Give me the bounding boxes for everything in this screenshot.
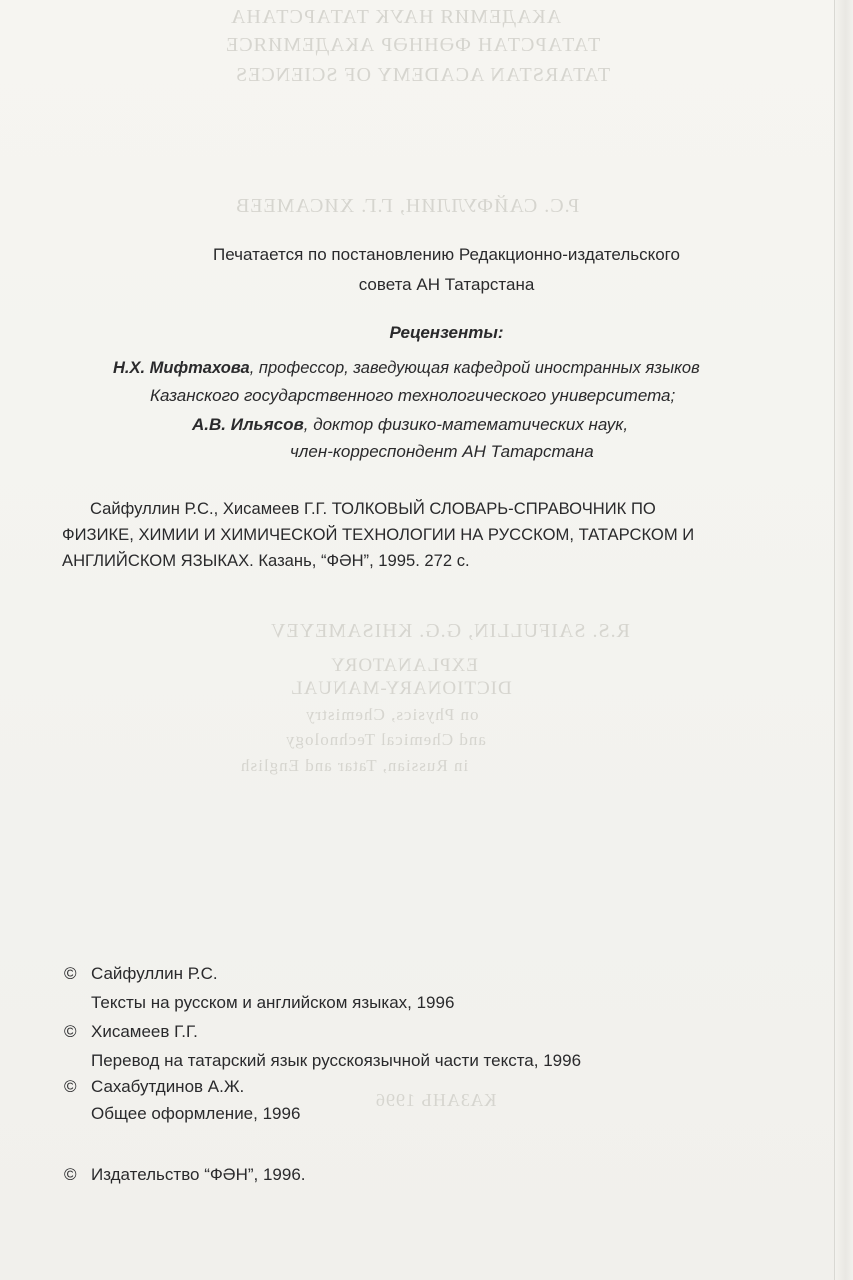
show-through-text: in Russian, Tatar and English <box>240 756 469 775</box>
citation-line-2: ФИЗИКЕ, ХИМИИ И ХИМИЧЕСКОЙ ТЕХНОЛОГИИ НА РУССКОМ, ТАТАРСКОМ И <box>62 525 695 544</box>
page-edge <box>835 0 853 1280</box>
reviewer-2-title: , доктор физико-математических наук, <box>303 415 629 434</box>
copyright-holder: Хисамеев Г.Г. <box>91 1022 198 1041</box>
copyright-detail: Перевод на татарский язык русскоязычной части текста, 1996 <box>91 1051 582 1070</box>
imprint-line-1: Печатается по постановлению Редакционно-издательского <box>213 245 680 264</box>
show-through-text: КАЗАНЬ 1996 <box>375 1090 497 1110</box>
show-through-text: EXPLANATORY <box>330 655 478 676</box>
copyright-holder: Сахабутдинов А.Ж. <box>91 1077 245 1096</box>
citation-line-3: АНГЛИЙСКОМ ЯЗЫКАХ. Казань, “ФӘН”, 1995. 272 с. <box>62 551 470 570</box>
reviewers-heading-text: Рецензенты: <box>389 323 504 342</box>
show-through-text: TATARSTAN ACADEMY OF SCIENCES <box>235 64 611 86</box>
copyright-symbol: © <box>64 1077 77 1096</box>
publisher-copyright: Издательство “ФӘН”, 1996. <box>91 1165 306 1184</box>
reviewer-2-name: А.В. Ильясов <box>192 415 304 434</box>
copyright-symbol: © <box>64 964 77 983</box>
publisher-copyright-symbol: © <box>64 1165 77 1184</box>
show-through-text: ТАТАРСТАН ФӘННӘР АКАДЕМИЯСЕ <box>225 34 601 56</box>
show-through-text: on Physics, Chemistry <box>305 705 479 724</box>
show-through-text: DICTIONARY-MANUAL <box>290 678 512 699</box>
copyright-symbol: © <box>64 1022 77 1041</box>
show-through-text: and Chemical Technology <box>285 730 486 749</box>
reviewer-1-affiliation: Казанского государственного технологического университета; <box>150 386 676 405</box>
citation-line-1: Сайфуллин Р.С., Хисамеев Г.Г. ТОЛКОВЫЙ СЛОВАРЬ-СПРАВОЧНИК ПО <box>90 499 656 518</box>
show-through-text: Р.С. САЙФУЛЛИН, Г.Г. ХИСАМЕЕВ <box>235 195 580 217</box>
reviewer-2 <box>192 415 628 435</box>
copyright-detail: Тексты на русском и английском языках, 1996 <box>91 993 455 1012</box>
reviewers-heading <box>20 323 853 343</box>
reviewer-1-title: , профессор, заведующая кафедрой иностранных языков <box>249 359 700 377</box>
show-through-text: R.S. SAIFULLIN, G.G. KHISAMEYEV <box>270 620 630 642</box>
reviewer-1-name: Н.Х. Мифтахова <box>113 359 250 377</box>
copyright-holder: Сайфуллин Р.С. <box>91 964 218 983</box>
imprint-line-2: совета АН Татарстана <box>358 275 535 294</box>
reviewer-1 <box>113 358 700 378</box>
show-through-text: АКАДЕМИЯ НАУК ТАТАРСТАНА <box>230 6 562 28</box>
copyright-detail: Общее оформление, 1996 <box>91 1104 301 1123</box>
reviewer-2-affiliation: член-корреспондент АН Татарстана <box>290 442 594 461</box>
